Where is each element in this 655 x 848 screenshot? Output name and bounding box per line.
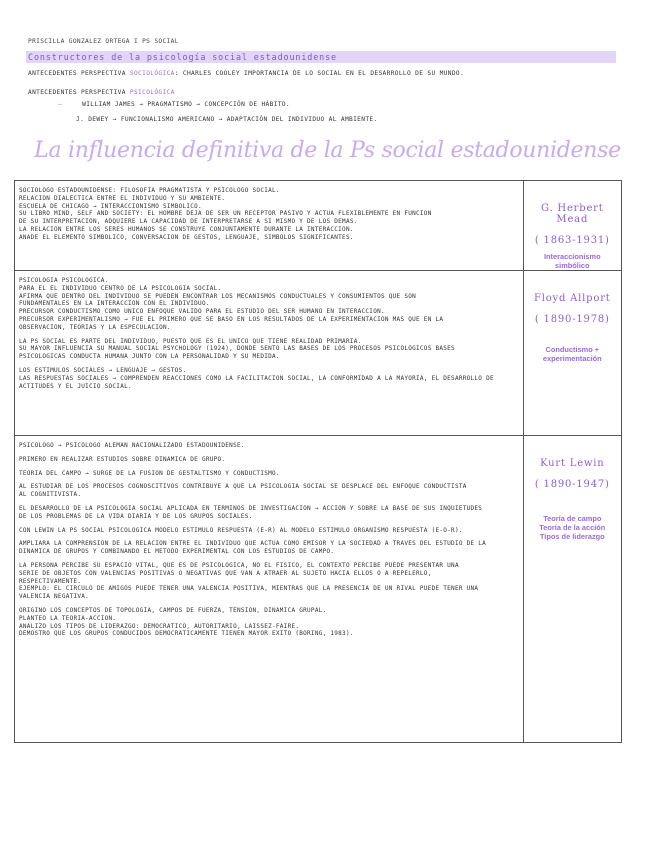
author-name: G. Herbert Mead	[541, 203, 604, 225]
text-line: TEORÍA DEL CAMPO → SURGE DE LA FUSIÓN DE GESTALTISMO Y CONDUCTISMO.	[19, 469, 280, 477]
author-tag: experimentación	[542, 354, 602, 363]
author-tag: Interaccionismo	[543, 252, 601, 261]
text-line: LAS RESPUESTAS SOCIALES → COMPRENDEN REACCIONES COMO LA FACILITACIÓN SOCIAL, LA CONFORMIDAD A LA MAYORÍA, EL DESARROLLO DE	[19, 374, 494, 382]
text-line: FUNDAMENTALES EN LA INTERACCIÓN CON EL INDIVIDUO.	[19, 300, 210, 308]
row-text-cell	[15, 181, 524, 271]
text-line: PRECURSOR CONDUCTISMO COMO ÚNICO ENFOQUE VÁLIDO PARA EL ESTUDIO DEL SER HUMANO EN INTERACCIÓN.	[19, 308, 385, 316]
author-tag: Tipos de liderazgo	[539, 532, 605, 541]
text-line: PARA ÉL EL INDIVIDUO CENTRO DE LA PSICOLOGÍA SOCIAL.	[19, 284, 222, 292]
text-line: EJEMPLO: EL CÍRCULO DE AMIGOS PUEDE TENER UNA VALENCIA POSITIVA, MIENTRAS QUE LA PRESENCIA DE UN RIVAL PUEDE TENER UNA	[19, 585, 479, 593]
bullet-james	[58, 101, 290, 109]
author-years: ( 1863-1931)	[534, 235, 610, 246]
table-row	[15, 181, 622, 271]
table-row	[15, 271, 622, 436]
table-row	[15, 436, 622, 743]
text-line: ANALIZÓ LOS TIPOS DE LIDERAZGO: DEMOCRÁTICO, AUTORITARIO, LAISSEZ-FAIRE.	[19, 622, 300, 630]
text-line: PLANTEÓ LA TEORÍA-ACCIÓN.	[19, 614, 117, 622]
antecedent-label: ANTECEDENTES PERSPECTIVA	[28, 89, 130, 96]
text-line: AL ESTUDIAR DE LOS PROCESOS COGNOSCITIVOS CONTRIBUYE A QUE LA PSICOLOGÍA SOCIAL SE DESPLACE DEL ENFOQUE CONDUCTISTA	[19, 483, 467, 491]
text-line: PSICOLOGÍA PSICOLÓGICA.	[19, 277, 109, 284]
text-line: SERIE DE OBJETOS CON VALENCIAS POSITIVAS O NEGATIVAS QUE VAN A ATRAER AL SUJETO HACIA ELLOS O A REPELERLO,	[19, 569, 432, 577]
antecedent-highlight: SOCIOLÓGICA	[129, 70, 175, 77]
text-line: AL COGNITIVISTA.	[19, 491, 82, 499]
author-cell	[523, 436, 621, 743]
text-line: RESPECTIVAMENTE.	[19, 577, 82, 585]
author-cell	[523, 271, 621, 436]
antecedent-psychological	[28, 89, 175, 97]
author-tag: Teoría de la acción	[539, 523, 606, 532]
author-line: PRISCILLA GONZALEZ ORTEGA I PS SOCIAL	[28, 38, 179, 45]
text-line: SOCIÓLOGO ESTADOUNIDENSE: FILOSOFÍA PRAGMATISTA Y PSICÓLOGO SOCIAL.	[19, 187, 280, 194]
bullet-dewey: J. DEWEY → FUNCIONALISMO AMERICANO → ADAPTACIÓN DEL INDIVIDUO AL AMBIENTE.	[76, 116, 378, 123]
antecedent-sociological	[28, 70, 464, 78]
text-line: OBSERVACIÓN, TEORÍAS Y LA ESPECULACIÓN.	[19, 323, 171, 331]
text-line: PSICOLÓGICAS CONDUCTA HUMANA JUNTO CON LA PERSONALIDAD Y SU MEDIDA.	[19, 353, 280, 361]
text-line: CON LEWIN LA PS SOCIAL PSICOLÓGICA MODELO ESTÍMULO RESPUESTA (E-R) AL MODELO ESTÍMULO ORGANISMO RESPUESTA (E-O-R).	[19, 526, 463, 534]
text-line: PRIMERO EN REALIZAR ESTUDIOS SOBRE DINÁMICA DE GRUPO.	[19, 455, 226, 463]
text-line: ESCUELA DE CHICAGO → INTERACCIONISMO SIMBÓLICO.	[19, 202, 202, 210]
text-line: RELACIÓN DIALÉCTICA ENTRE EL INDIVIDUO Y SU AMBIENTE.	[19, 194, 226, 202]
row-text-cell	[15, 436, 524, 743]
text-line: LOS ESTÍMULOS SOCIALES → LENGUAJE → GESTOS.	[19, 366, 187, 374]
text-line: AÑADE EL ELEMENTO SIMBÓLICO, CONVERSACIÓN DE GESTOS, LENGUAJE, SÍMBOLOS SIGNIFICANTES.	[19, 233, 354, 241]
text-line: SU LIBRO MIND, SELF AND SOCIETY: EL HOMBRE DEJA DE SER UN RECEPTOR PASIVO Y ACTÚA FLEXIBLEMENTE EN FUNCIÓN	[19, 210, 432, 218]
text-line: PSICÓLOGO → PSICÓLOGO ALEMÁN NACIONALIZADO ESTADOUNIDENSE.	[19, 442, 245, 449]
text-line: LA PERSONA PERCIBE SU ESPACIO VITAL, QUE ES DE PSICOLÓGICA, NO EL FÍSICO, EL CONTEXTO PERCIBE PUEDE PRESENTAR UNA	[19, 561, 459, 569]
text-line: DEMOSTRÓ QUE LOS GRUPOS CONDUCIDOS DEMOCRÁTICAMENTE TIENEN MAYOR ÉXITO (BORING, 1983).	[19, 630, 354, 638]
bullet-text: WILLIAM JAMES → PRAGMATISMO → CONCEPCIÓN DE HÁBITO.	[82, 101, 290, 108]
text-line: LA RELACIÓN ENTRE LOS SERES HUMANOS SE CONSTRUYE CONJUNTAMENTE DURANTE LA INTERACCIÓN.	[19, 225, 354, 233]
antecedent-text: : CHARLES COOLEY IMPORTANCIA DE LO SOCIAL EN EL DESARROLLO DE SU MUNDO.	[174, 70, 465, 77]
text-line: DE SU INTERPRETACIÓN, ADQUIERE LA CAPACIDAD DE INTERPRETARSE A SÍ MISMO Y DE LOS DEMÁS.	[19, 218, 358, 226]
text-line: EL DESARROLLO DE LA PSICOLOGÍA SOCIAL APLICADA EN TÉRMINOS DE INVESTIGACIÓN → ACCIÓN Y SOBRE LA BASE DE SUS INQUIETUDES	[19, 504, 483, 512]
bullet-dash: –	[58, 101, 63, 108]
author-cell	[523, 181, 621, 271]
text-line: AFIRMA QUE DENTRO DEL INDIVIDUO SE PUEDEN ENCONTRAR LOS MECANISMOS CONDUCTUALES Y CONSUMIENTOS QUE SON	[19, 292, 417, 300]
text-line: ACTITUDES Y EL JUICIO SOCIAL.	[19, 382, 132, 390]
authors-table	[14, 180, 622, 743]
row-text-cell	[15, 271, 524, 436]
author-name: Kurt Lewin	[540, 458, 605, 469]
main-title: La influencia definitiva de la Ps social estadounidense	[34, 138, 621, 163]
text-line: SU MAYOR INFLUENCIA SU MANUAL SOCIAL PSYCHOLOGY (1924), DONDE SENTÓ LAS BASES DE LOS PROCESOS PSICOLÓGICOS BASES	[19, 345, 455, 353]
text-line: DINÁMICA DE GRUPOS Y COMBINANDO EL MÉTODO EXPERIMENTAL CON LOS ESTUDIOS DE CAMPO.	[19, 548, 335, 556]
author-tag: Teoría de campo	[543, 514, 602, 523]
author-tag: Conductismo +	[545, 345, 600, 354]
author-tag: simbólico	[555, 261, 590, 270]
text-line: VALENCIA NEGATIVA.	[19, 593, 90, 601]
author-name: Floyd Allport	[533, 293, 611, 304]
author-years: ( 1890-1978)	[534, 314, 610, 325]
text-line: DE LOS PROBLEMAS DE LA VIDA DIARIA Y DE LOS GRUPOS SOCIALES.	[19, 512, 253, 520]
antecedent-label: ANTECEDENTES PERSPECTIVA	[28, 70, 130, 77]
antecedent-highlight: PSICOLÓGICA	[129, 89, 175, 96]
text-line: LA PS SOCIAL ES PARTE DEL INDIVIDUO, PUESTO QUE ES EL ÚNICO QUE TIENE REALIDAD PRIMARIA.	[19, 337, 362, 345]
author-years: ( 1890-1947)	[534, 479, 610, 490]
text-line: ORIGINÓ LOS CONCEPTOS DE TOPOLOGÍA, CAMPOS DE FUERZA, TENSIÓN, DINÁMICA GRUPAL.	[19, 606, 327, 614]
text-line: AMPLIARÁ LA COMPRENSIÓN DE LA RELACIÓN ENTRE EL INDIVIDUO QUE ACTÚA COMO EMISOR Y LA SOCIEDAD A TRAVÉS DEL ESTUDIO DE LA	[19, 540, 487, 548]
section-title: Constructores de la psicología social estadounidense	[26, 51, 616, 63]
text-line: PRECURSOR EXPERIMENTALISMO → FUE EL PRIMERO QUE SE BASÓ EN LOS RESULTADOS DE LA EXPERIMENTACIÓN MÁS QUE EN LA	[19, 315, 444, 323]
